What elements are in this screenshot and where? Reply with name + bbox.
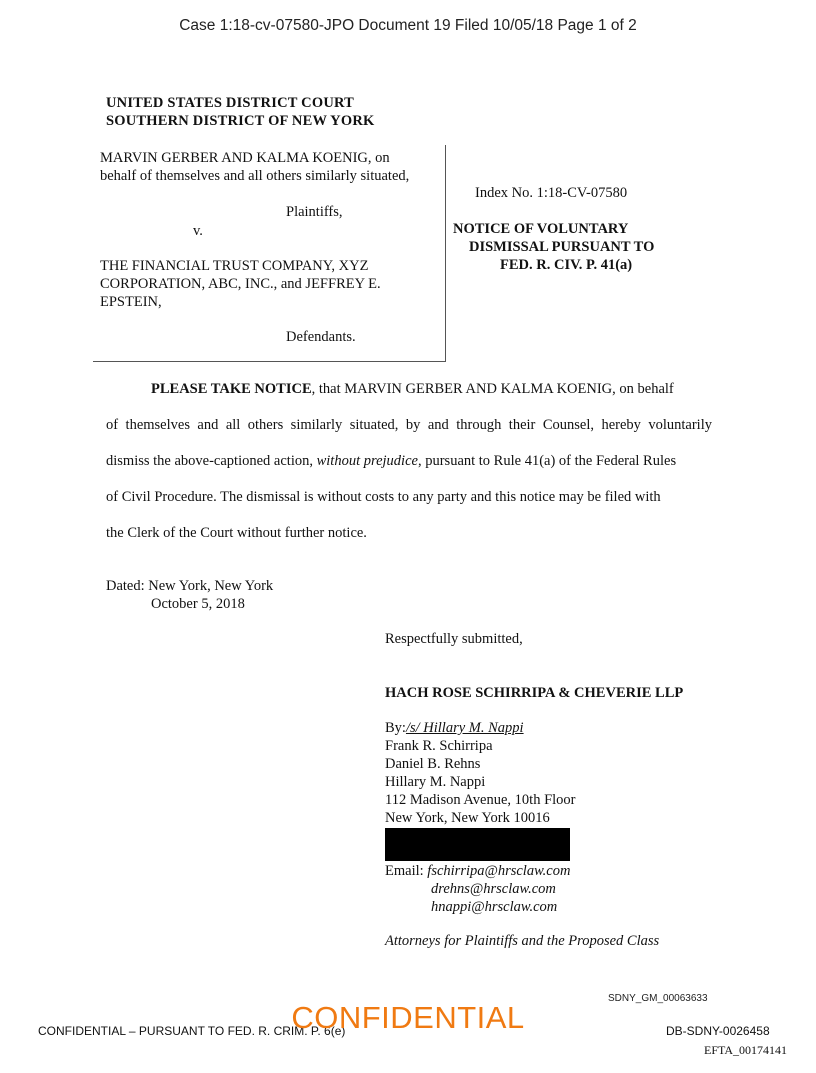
- confidential-notice: CONFIDENTIAL – PURSUANT TO FED. R. CRIM. P. 6(e): [38, 1024, 346, 1038]
- bates-number-top: SDNY_GM_00063633: [608, 993, 708, 1004]
- plaintiffs-line1: MARVIN GERBER AND KALMA KOENIG, on: [100, 150, 390, 166]
- electronic-signature: /s/ Hillary M. Nappi: [405, 720, 524, 736]
- attorney-role: Attorneys for Plaintiffs and the Proposed Class: [385, 933, 660, 949]
- dated-line2: October 5, 2018: [151, 596, 245, 612]
- bates-number-db: DB-SDNY-0026458: [666, 1024, 770, 1038]
- body-line-4: of Civil Procedure. The dismissal is without costs to any party and this notice may be filed with: [106, 489, 661, 505]
- court-name-line1: UNITED STATES DISTRICT COURT: [106, 95, 355, 111]
- email-2: drehns@hrsclaw.com: [431, 881, 556, 897]
- index-number: Index No. 1:18-CV-07580: [475, 185, 628, 201]
- attorney-2: Daniel B. Rehns: [385, 756, 481, 772]
- email-1: fschirripa@hrsclaw.com: [427, 863, 571, 879]
- notice-title-line1: NOTICE OF VOLUNTARY: [453, 221, 629, 237]
- versus: v.: [193, 223, 203, 239]
- efta-number: EFTA_00174141: [704, 1043, 788, 1057]
- case-header: Case 1:18-cv-07580-JPO Document 19 Filed 10/05/18 Page 1 of 2: [179, 17, 637, 34]
- by-label: By:: [385, 720, 406, 736]
- signature-line: [385, 719, 524, 737]
- address-line1: 112 Madison Avenue, 10th Floor: [385, 792, 576, 808]
- email-3: hnappi@hrsclaw.com: [431, 899, 558, 915]
- without-prejudice: without prejudice: [316, 453, 418, 469]
- notice-lead-rest: , that MARVIN GERBER AND KALMA KOENIG, on behalf: [311, 381, 674, 397]
- plaintiffs-line2: behalf of themselves and all others similarly situated,: [100, 168, 410, 184]
- defendants-line3: EPSTEIN,: [100, 294, 162, 310]
- attorney-1: Frank R. Schirripa: [385, 738, 493, 754]
- defendants-line2: CORPORATION, ABC, INC., and JEFFREY E.: [100, 276, 381, 292]
- body-line-5: the Clerk of the Court without further notice.: [106, 525, 367, 541]
- confidential-stamp: CONFIDENTIAL: [291, 1000, 525, 1035]
- body-line-3b: , pursuant to Rule 41(a) of the Federal Rules: [417, 453, 677, 469]
- court-name-line2: SOUTHERN DISTRICT OF NEW YORK: [106, 113, 375, 129]
- firm-name: HACH ROSE SCHIRRIPA & CHEVERIE LLP: [385, 685, 684, 701]
- redaction-box: [385, 828, 570, 861]
- email-label: Email:: [385, 863, 428, 879]
- notice-title-line3: FED. R. CIV. P. 41(a): [500, 257, 633, 273]
- notice-title-line2: DISMISSAL PURSUANT TO: [469, 239, 655, 255]
- closing: Respectfully submitted,: [385, 631, 523, 647]
- notice-lead: PLEASE TAKE NOTICE: [151, 381, 312, 397]
- body-line-1: [151, 381, 712, 398]
- body-line-2: of themselves and all others similarly situated, by and through their Counsel, hereby voluntarily: [106, 417, 712, 433]
- address-line2: New York, New York 10016: [385, 810, 550, 826]
- attorney-3: Hillary M. Nappi: [385, 774, 486, 790]
- email-line1: [385, 862, 570, 880]
- defendants-line1: THE FINANCIAL TRUST COMPANY, XYZ: [100, 258, 369, 274]
- plaintiffs-label: Plaintiffs,: [286, 204, 343, 220]
- body-line-3a: dismiss the above-captioned action,: [106, 453, 317, 469]
- body-line-3: [106, 453, 712, 470]
- defendants-label: Defendants.: [286, 329, 356, 345]
- dated-line1: Dated: New York, New York: [106, 578, 274, 594]
